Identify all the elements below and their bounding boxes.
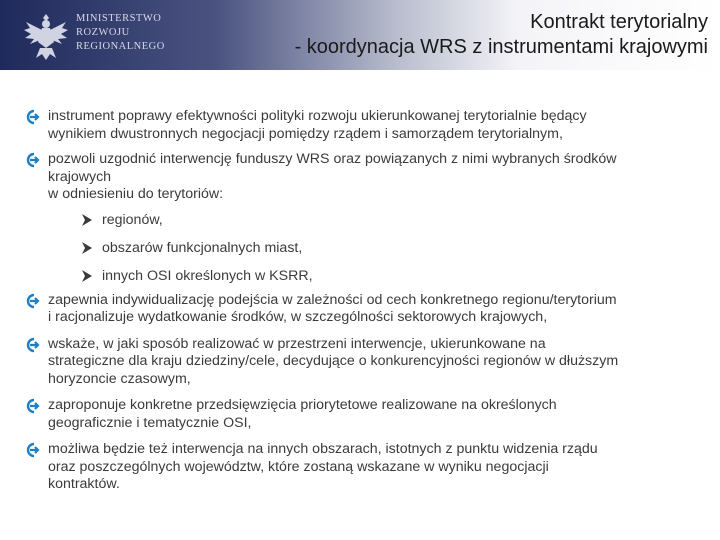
item-line: w odniesieniu do terytoriów: — [48, 186, 224, 202]
curved-arrow-icon — [22, 151, 40, 169]
list-item — [22, 397, 698, 432]
curved-arrow-icon — [22, 397, 40, 415]
ministry-line: MINISTERSTWO — [76, 13, 162, 24]
sub-item-label: obszarów funkcjonalnych miast, — [102, 239, 303, 256]
title-line: Kontrakt terytorialny — [530, 11, 708, 33]
bullet-list — [22, 108, 698, 494]
item-line: strategiczne dla kraju dziedziny/cele, decydujące o konkurencyjności regionów w dłuższym — [48, 353, 619, 369]
title-line: - koordynacja WRS z instrumentami krajowymi — [294, 36, 708, 58]
ministry-line: REGIONALNEGO — [76, 41, 165, 52]
ministry-line: ROZWOJU — [76, 27, 130, 38]
item-line: instrument poprawy efektywności polityki rozwoju ukierunkowanej terytorialnie będący — [48, 108, 587, 124]
item-line: krajowych — [48, 168, 112, 185]
item-line: geograficznie i tematycznie OSI, — [48, 414, 252, 431]
ministry-name — [76, 12, 165, 54]
item-line: wskaże, w jaki sposób realizować w przestrzeni interwencje, ukierunkowane na — [48, 335, 546, 352]
list-item — [22, 441, 698, 494]
triangle-arrow-icon — [80, 213, 94, 227]
curved-arrow-icon — [22, 292, 40, 310]
sub-list-item — [22, 208, 698, 232]
item-line: zapewnia indywidualizację podejścia w zależności od cech konkretnego regionu/terytorium — [48, 291, 617, 308]
item-line: horyzoncie czasowym, — [48, 370, 191, 387]
curved-arrow-icon — [22, 441, 40, 459]
item-line: oraz poszczególnych województw, które zostaną wskazane w wyniku negocjacji — [48, 458, 549, 475]
list-item — [22, 151, 698, 204]
curved-arrow-icon — [22, 336, 40, 354]
eagle-emblem-icon — [22, 8, 70, 64]
item-line: wynikiem dwustronnych negocjacji pomiędzy rządem i samorządem terytorialnym, — [48, 125, 563, 142]
item-line: możliwa będzie też interwencja na innych obszarach, istotnych z punktu widzenia rządu — [48, 441, 598, 457]
sub-list-item — [22, 236, 698, 260]
sub-item-label: regionów, — [102, 211, 163, 228]
triangle-arrow-icon — [80, 241, 94, 255]
item-line: zaproponuje konkretne przedsięwzięcia priorytetowe realizowane na określonych — [48, 397, 557, 413]
curved-arrow-icon — [22, 108, 40, 126]
item-line: i racjonalizuje wydatkowanie środków, w szczególności sektorowych krajowych, — [48, 309, 548, 325]
list-item — [22, 108, 698, 143]
header-banner — [0, 0, 720, 70]
triangle-arrow-icon — [80, 269, 94, 283]
list-item — [22, 336, 698, 389]
slide-title — [295, 10, 708, 60]
item-line: pozwoli uzgodnić interwencję funduszy WRS oraz powiązanych z nimi wybranych środków — [48, 151, 617, 167]
item-line: kontraktów. — [48, 476, 120, 492]
sub-item-label: innych OSI określonych w KSRR, — [102, 267, 313, 284]
list-item — [22, 292, 698, 327]
sub-list-item — [22, 264, 698, 288]
